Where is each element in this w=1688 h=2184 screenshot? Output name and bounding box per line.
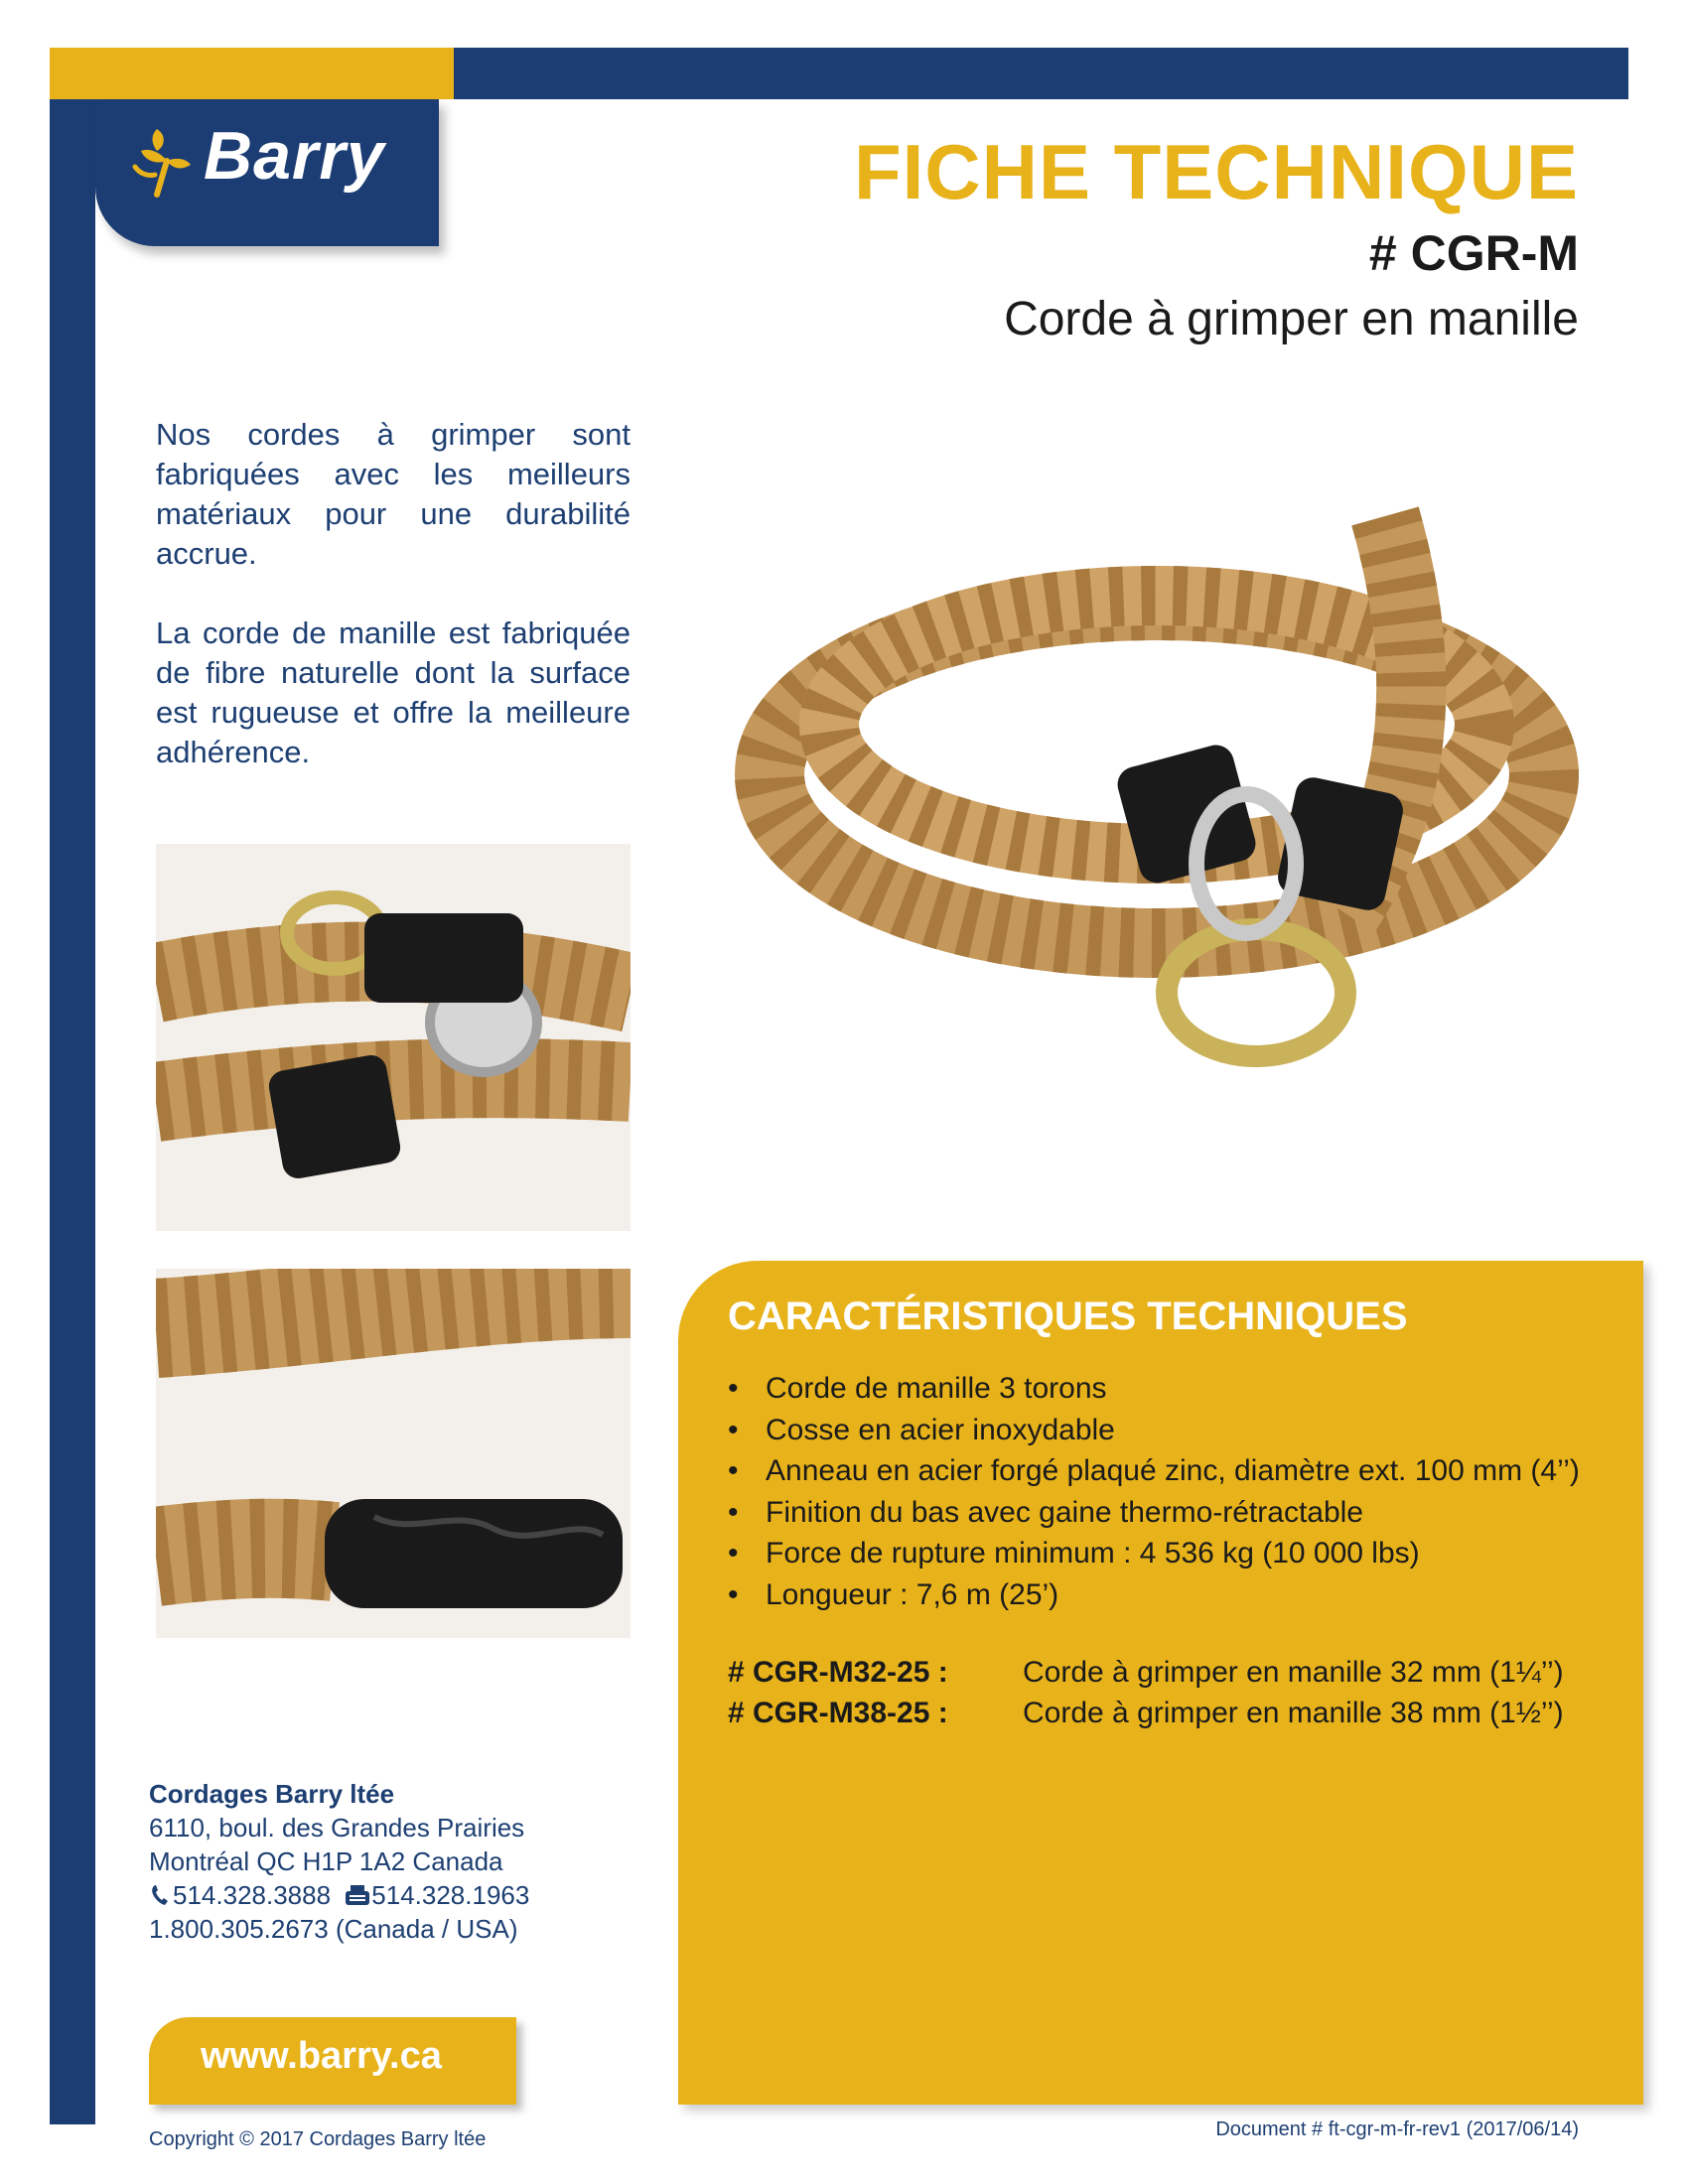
copyright: Copyright © 2017 Cordages Barry ltée [149, 2128, 487, 2150]
fax-number: 514.328.1963 [371, 1880, 530, 1910]
left-bar [50, 99, 95, 2124]
address-line-1: 6110, boul. des Grandes Prairies [149, 1813, 525, 1843]
bullet: • [728, 1413, 739, 1446]
bullet: • [728, 1454, 739, 1488]
logo-mark-icon [127, 121, 197, 201]
specs-list [728, 1368, 1580, 1616]
tollfree-line[interactable]: 1.800.305.2673 (Canada / USA) [149, 1914, 518, 1944]
page-title: FICHE TECHNIQUE [853, 128, 1579, 215]
intro-paragraph-1: Nos cordes à grimper sont fabriquées avec les meilleurs matériaux pour une durabilité accrue. [156, 417, 631, 571]
spec-item [728, 1492, 1580, 1534]
main-product-photo [730, 457, 1604, 1132]
logo-text: Barry [204, 118, 385, 194]
bullet: • [728, 1577, 739, 1611]
specs-title: CARACTÉRISTIQUES TECHNIQUES [728, 1295, 1408, 1338]
spec-item [728, 1533, 1580, 1574]
bullet: • [728, 1495, 739, 1529]
phone-fax-line [149, 1880, 529, 1911]
intro-paragraph-2: La corde de manille est fabriquée de fibre naturelle dont la surface est rugueuse et offre la meilleure adhérence. [156, 615, 631, 769]
fax-icon [344, 1883, 371, 1907]
spec-item [728, 1450, 1580, 1492]
phone-icon [149, 1883, 173, 1907]
spec-item [728, 1410, 1580, 1451]
model-description: Corde à grimper en manille 32 mm (1¼’’) [1023, 1656, 1564, 1689]
top-bar [454, 48, 1628, 99]
phone-number[interactable]: 514.328.3888 [173, 1880, 332, 1910]
spec-item-text: Longueur : 7,6 m (25’) [766, 1577, 1059, 1611]
model-code: # CGR-M32-25 : [728, 1656, 948, 1689]
bullet: • [728, 1537, 739, 1570]
model-code: # CGR-M38-25 : [728, 1697, 948, 1729]
top-bar-accent [50, 48, 454, 99]
address-line-2: Montréal QC H1P 1A2 Canada [149, 1846, 503, 1876]
spec-item-text: Corde de manille 3 torons [766, 1372, 1107, 1405]
spec-item-text: Anneau en acier forgé plaqué zinc, diamètre ext. 100 mm (4’’) [766, 1454, 1580, 1488]
company-name: Cordages Barry ltée [149, 1779, 395, 1809]
spec-item-text: Force de rupture minimum : 4 536 kg (10 000 lbs) [766, 1537, 1420, 1570]
detail-photo-thimble [156, 844, 631, 1231]
product-code: # CGR-M [1368, 225, 1579, 281]
spec-item-text: Cosse en acier inoxydable [766, 1413, 1115, 1446]
detail-photo-heat-shrink [156, 1269, 631, 1638]
product-subtitle: Corde à grimper en manille [1004, 293, 1579, 345]
document-reference: Document # ft-cgr-m-fr-rev1 (2017/06/14) [1215, 2118, 1579, 2140]
spec-item [728, 1368, 1580, 1410]
model-description: Corde à grimper en manille 38 mm (1½’’) [1023, 1697, 1564, 1729]
spec-item-text: Finition du bas avec gaine thermo-rétractable [766, 1495, 1363, 1529]
bullet: • [728, 1372, 739, 1405]
spec-item [728, 1574, 1580, 1616]
website-link[interactable]: www.barry.ca [201, 2035, 442, 2077]
